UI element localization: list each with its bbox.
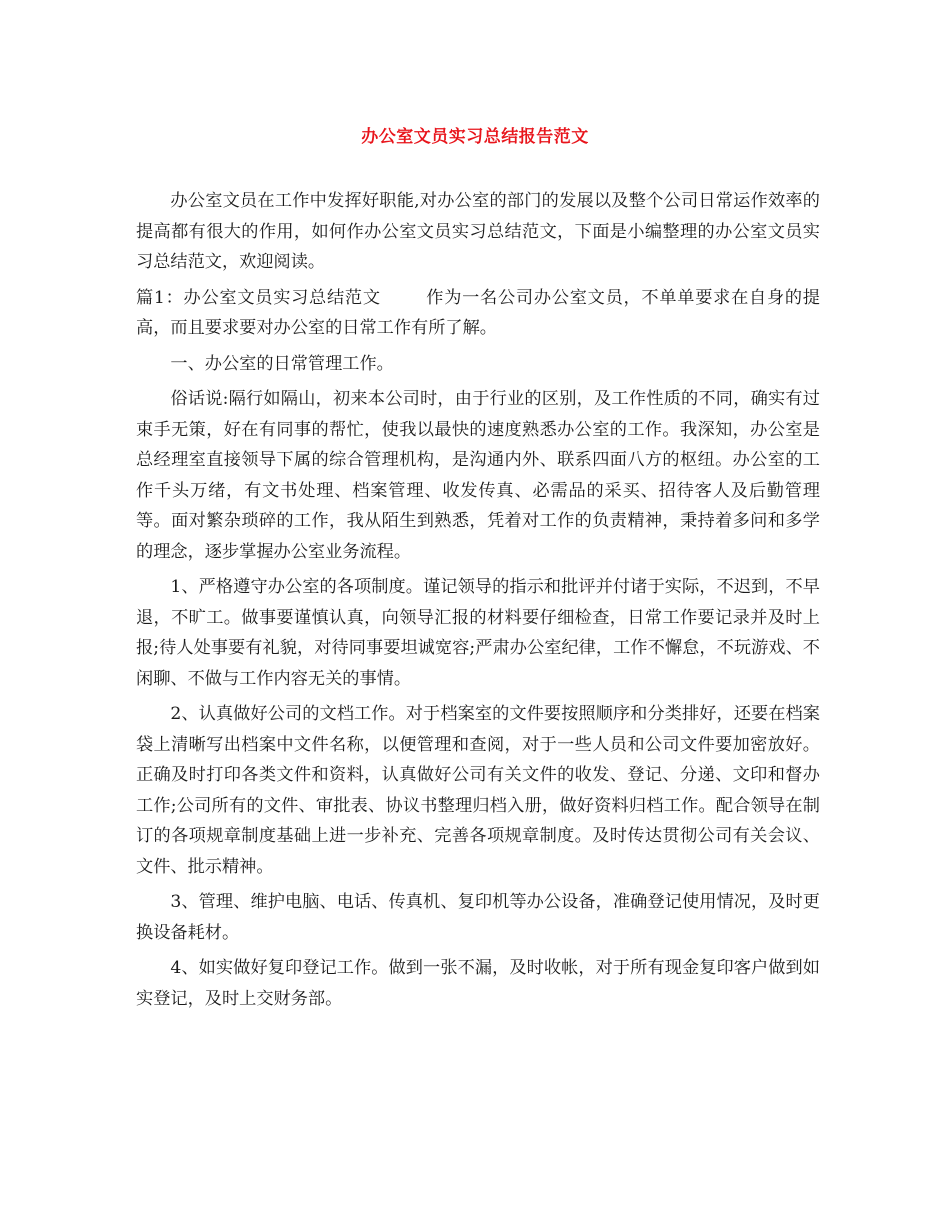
list-item-2: 2、认真做好公司的文档工作。对于档案室的文件要按照顺序和分类排好，还要在档案袋上清晰写出档案中文件名称，以便管理和查阅，对于一些人员和公司文件要加密放好。正确及时打印各类文件和资料，认真做好公司有关文件的收发、登记、分递、文印和督办工作;公司所有的文件、审批表、协议书整理归档入册，做好资料归档工作。配合领导在制订的各项规章制度基础上进一步补充、完善各项规章制度。及时传达贯彻公司有关会议、文件、批示精神。 (136, 704, 820, 877)
list-item-4: 4、如实做好复印登记工作。做到一张不漏，及时收帐，对于所有现金复印客户做到如实登记，及时上交财务部。 (136, 958, 820, 1009)
list-item-3: 3、管理、维护电脑、电话、传真机、复印机等办公设备，准确登记使用情况，及时更换设备耗材。 (136, 892, 820, 943)
document-body (136, 186, 820, 1019)
chapter-text: 作为一名公司办公室文员，不单单要求在自身的提高，而且要求要对办公室的日常工作有所了解。 (136, 287, 820, 338)
chapter-paragraph (136, 283, 820, 344)
page-title: 办公室文员实习总结报告范文 (361, 127, 589, 147)
section-body-paragraph: 俗话说:隔行如隔山，初来本公司时，由于行业的区别，及工作性质的不同，确实有过束手无策，好在有同事的帮忙，使我以最快的速度熟悉办公室的工作。我深知，办公室是总经理室直接领导下属的综合管理机构，是沟通内外、联系四面八方的枢纽。办公室的工作千头万绪，有文书处理、档案管理、收发传真、必需品的采买、招待客人及后勤管理等。面对繁杂琐碎的工作，我从陌生到熟悉，凭着对工作的负责精神，秉持着多问和多学的理念，逐步掌握办公室业务流程。 (136, 389, 820, 562)
section-heading: 一、办公室的日常管理工作。 (170, 353, 394, 374)
list-item-1: 1、严格遵守办公室的各项制度。谨记领导的指示和批评并付诸于实际，不迟到，不早退，不旷工。做事要谨慎认真，向领导汇报的材料要仔细检查，日常工作要记录并及时上报;待人处事要有礼貌，对待同事要坦诚宽容;严肃办公室纪律，工作不懈怠，不玩游戏、不闲聊、不做与工作内容无关的事情。 (136, 577, 820, 689)
chapter-label: 篇1：办公室文员实习总结范文 (136, 287, 381, 308)
intro-paragraph: 办公室文员在工作中发挥好职能,对办公室的部门的发展以及整个公司日常运作效率的提高都有很大的作用，如何作办公室文员实习总结范文，下面是小编整理的办公室文员实习总结范文，欢迎阅读。 (136, 191, 820, 272)
